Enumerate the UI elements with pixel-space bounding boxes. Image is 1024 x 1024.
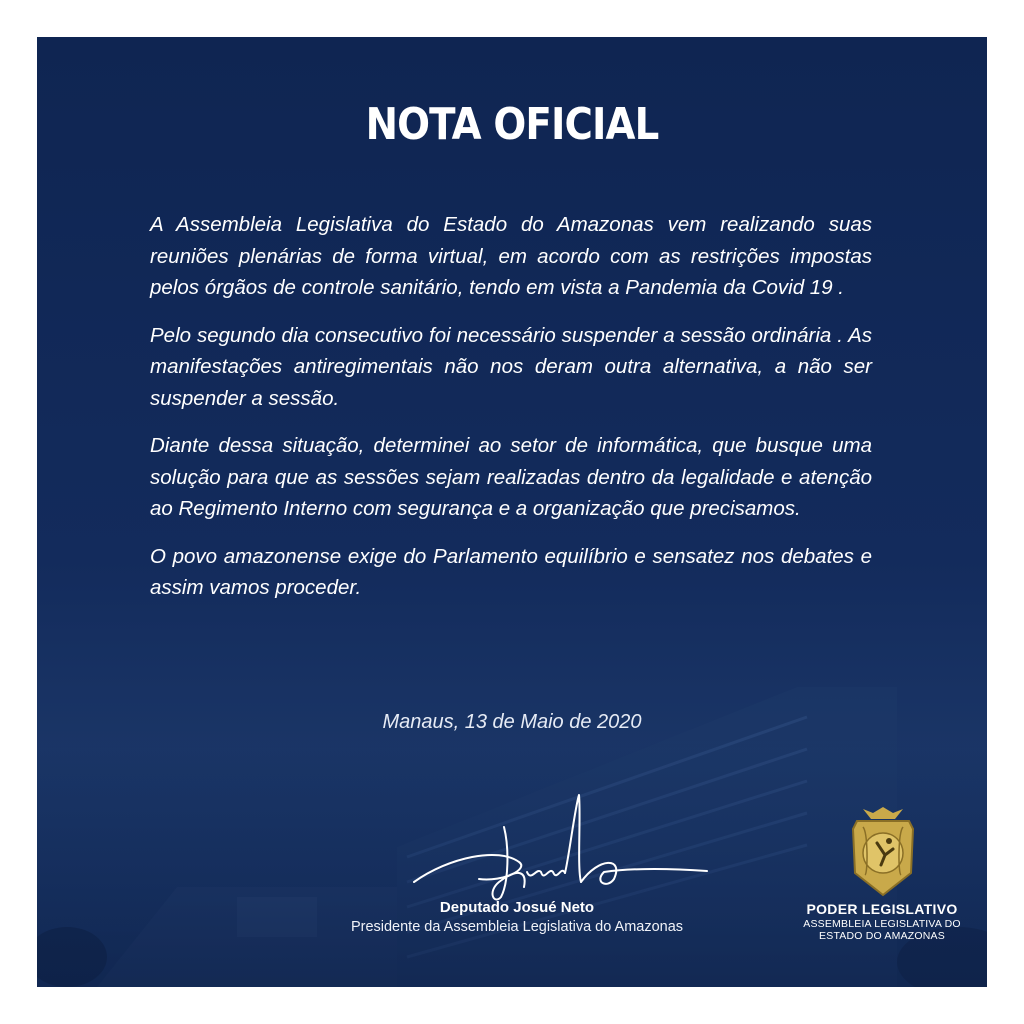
page-title: NOTA OFICIAL	[365, 99, 659, 150]
paragraph-3: Diante dessa situação, determinei ao setor de informática, que busque uma solução para que as sessões sejam realizadas dentro da legalidade e atenção ao Regimento Interno com segurança e a organização que precisamos.	[150, 434, 872, 520]
coat-of-arms-icon	[843, 803, 923, 899]
logo-subtitle-line-1: ASSEMBLEIA LEGISLATIVA DO	[803, 918, 961, 930]
place-date: Manaus, 13 de Maio de 2020	[382, 711, 642, 733]
paragraph-1: A Assembleia Legislativa do Estado do Amazonas vem realizando suas reuniões plenárias de forma virtual, em acordo com as restrições impostas pelos órgãos de controle sanitário, tendo em vista a Pandemia da Covid 19 .	[150, 213, 872, 299]
paragraph-4: O povo amazonense exige do Parlamento equilíbrio e sensatez nos debates e assim vamos proceder.	[150, 544, 872, 599]
note-body	[150, 209, 872, 620]
logo-title: PODER LEGISLATIVO	[806, 901, 958, 917]
signer-role: Presidente da Assembleia Legislativa do Amazonas	[350, 919, 684, 935]
logo-subtitle-line-2: ESTADO DO AMAZONAS	[819, 930, 945, 942]
signer-name: Deputado Josué Neto	[439, 899, 595, 916]
signature-image	[409, 787, 709, 907]
official-note-panel	[37, 37, 987, 987]
paragraph-2: Pelo segundo dia consecutivo foi necessário suspender a sessão ordinária . As manifestações antiregimentais não nos deram outra alternativa, a não ser suspender a sessão.	[150, 323, 872, 410]
